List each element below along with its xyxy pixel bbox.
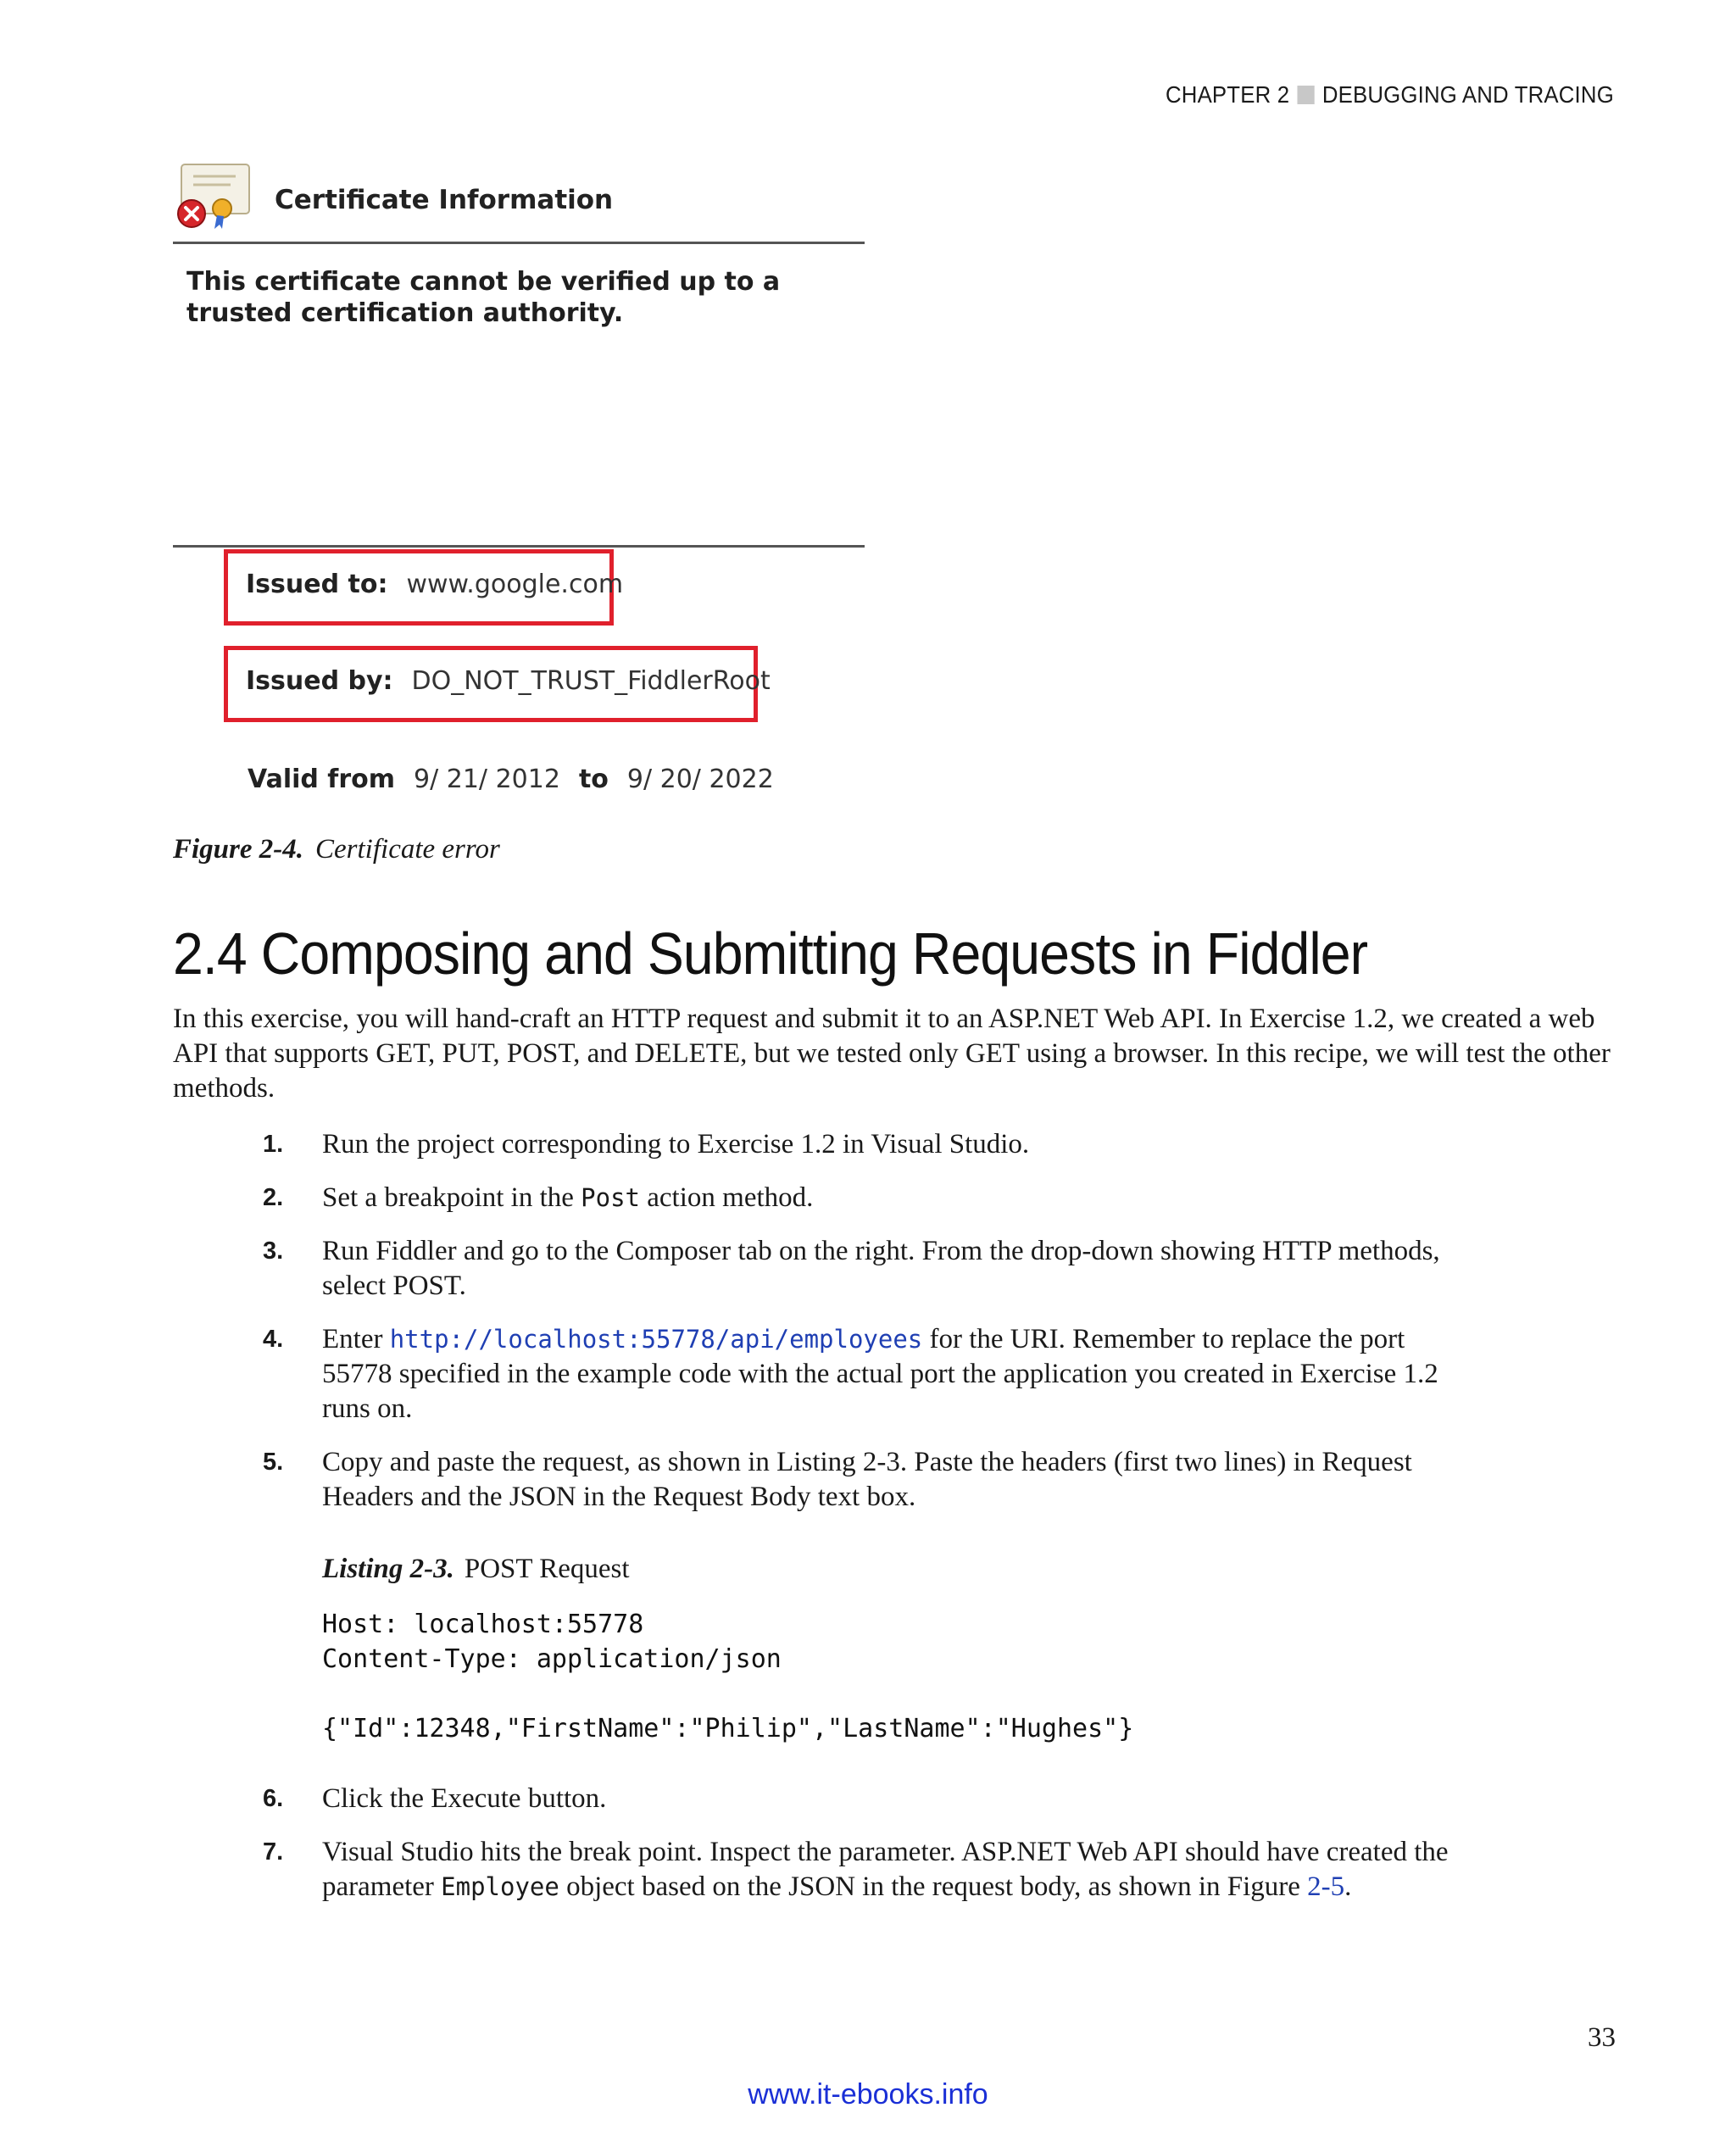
code-line: {"Id":12348,"FirstName":"Philip","LastName":"Hughes"}	[322, 1714, 1134, 1743]
issued-to-label: Issued to:	[246, 570, 388, 599]
page-number: 33	[1588, 2022, 1616, 2053]
steps-list	[173, 1127, 1614, 1923]
step-text-part: Visual Studio hits the break point. Inspect the parameter. ASP.NET Web API should have created the parameter	[322, 1837, 1449, 1902]
step-text: Run the project corresponding to Exercise 1.2 in Visual Studio.	[322, 1129, 1030, 1159]
list-item	[173, 1322, 1614, 1426]
uri-code: http://localhost:55778/api/employees	[389, 1325, 923, 1354]
list-item	[173, 1835, 1614, 1905]
figure-caption	[173, 834, 500, 865]
issued-by-value: DO_NOT_TRUST_FiddlerRoot	[411, 666, 771, 696]
step-number: 5.	[263, 1449, 284, 1476]
section-heading: 2.4 Composing and Submitting Requests in Fiddler	[173, 920, 1368, 987]
figure-caption-text: Certificate error	[315, 834, 500, 865]
inline-code: Post	[581, 1183, 641, 1212]
intro-paragraph: In this exercise, you will hand-craft an HTTP request and submit it to an ASP.NET Web API. In Exercise 1.2, we created a web API that supports GET, PUT, POST, and DELETE, but we tested only GET using a browser. In this recipe, we will test the other methods.	[173, 1004, 1611, 1104]
step-text-part: Copy and paste the request, as shown in Listing 2-3. Paste the headers (first two lines) in Request Headers and the JSON in the Request Body text box.	[322, 1447, 1412, 1512]
list-item	[173, 1445, 1614, 1746]
certificate-figure	[173, 161, 865, 805]
valid-from-label: Valid from	[248, 765, 396, 794]
certificate-title: Certificate Information	[275, 185, 614, 215]
step-text-part: action method.	[640, 1182, 814, 1213]
list-item	[173, 1127, 1614, 1162]
inline-code: Employee	[441, 1872, 559, 1901]
issued-by-row	[246, 666, 771, 696]
divider	[173, 242, 865, 244]
issued-by-label: Issued by:	[246, 666, 393, 696]
footer-link[interactable]: www.it-ebooks.info	[748, 2078, 988, 2110]
divider	[173, 545, 865, 548]
step-number: 6.	[263, 1785, 284, 1812]
chapter-label: CHAPTER 2	[1166, 81, 1290, 108]
valid-to-label: to	[578, 765, 609, 794]
code-listing	[322, 1607, 1449, 1746]
step-text-part: for the URI. Remember to replace the port 55778 specified in the example code with the actual port the application you created in Exercise 1.2 runs on.	[322, 1324, 1438, 1424]
running-header	[1166, 81, 1614, 108]
step-text	[322, 1445, 1449, 1746]
step-text-part: .	[1344, 1871, 1352, 1902]
step-number: 3.	[263, 1237, 284, 1265]
listing-caption	[322, 1552, 1449, 1587]
certificate-error-icon	[175, 163, 251, 231]
chapter-title: DEBUGGING AND TRACING	[1321, 81, 1614, 108]
step-text-part: Enter	[322, 1324, 390, 1354]
list-item	[173, 1181, 1614, 1215]
step-text: Run Fiddler and go to the Composer tab on the right. From the drop-down showing HTTP methods, select POST.	[322, 1236, 1440, 1301]
valid-to-value: 9/ 20/ 2022	[626, 765, 774, 794]
step-text	[322, 1322, 1449, 1426]
step-number: 7.	[263, 1838, 284, 1866]
step-text	[322, 1835, 1449, 1905]
step-text-part: object based on the JSON in the request body, as shown in Figure	[559, 1871, 1308, 1902]
step-text-part: Set a breakpoint in the	[322, 1182, 581, 1213]
listing-number: Listing 2-3.	[322, 1554, 454, 1584]
issued-to-row	[246, 570, 623, 599]
step-number: 4.	[263, 1326, 284, 1353]
valid-range-row	[248, 765, 774, 794]
issued-to-value: www.google.com	[406, 570, 624, 599]
header-separator	[1298, 86, 1315, 104]
code-line: Host: localhost:55778	[322, 1610, 644, 1639]
certificate-warning: This certificate cannot be verified up to a trusted certification authority.	[186, 267, 781, 328]
figure-link[interactable]: 2-5	[1307, 1871, 1345, 1902]
step-number: 1.	[263, 1131, 284, 1158]
listing-title: POST Request	[464, 1554, 630, 1584]
step-text: Click the Execute button.	[322, 1783, 607, 1814]
valid-from-value: 9/ 21/ 2012	[414, 765, 560, 794]
list-item	[173, 1782, 1614, 1816]
step-text	[322, 1181, 1449, 1215]
figure-number: Figure 2-4.	[173, 834, 304, 865]
list-item	[173, 1234, 1614, 1304]
code-line: Content-Type: application/json	[322, 1644, 782, 1674]
step-number: 2.	[263, 1184, 284, 1211]
